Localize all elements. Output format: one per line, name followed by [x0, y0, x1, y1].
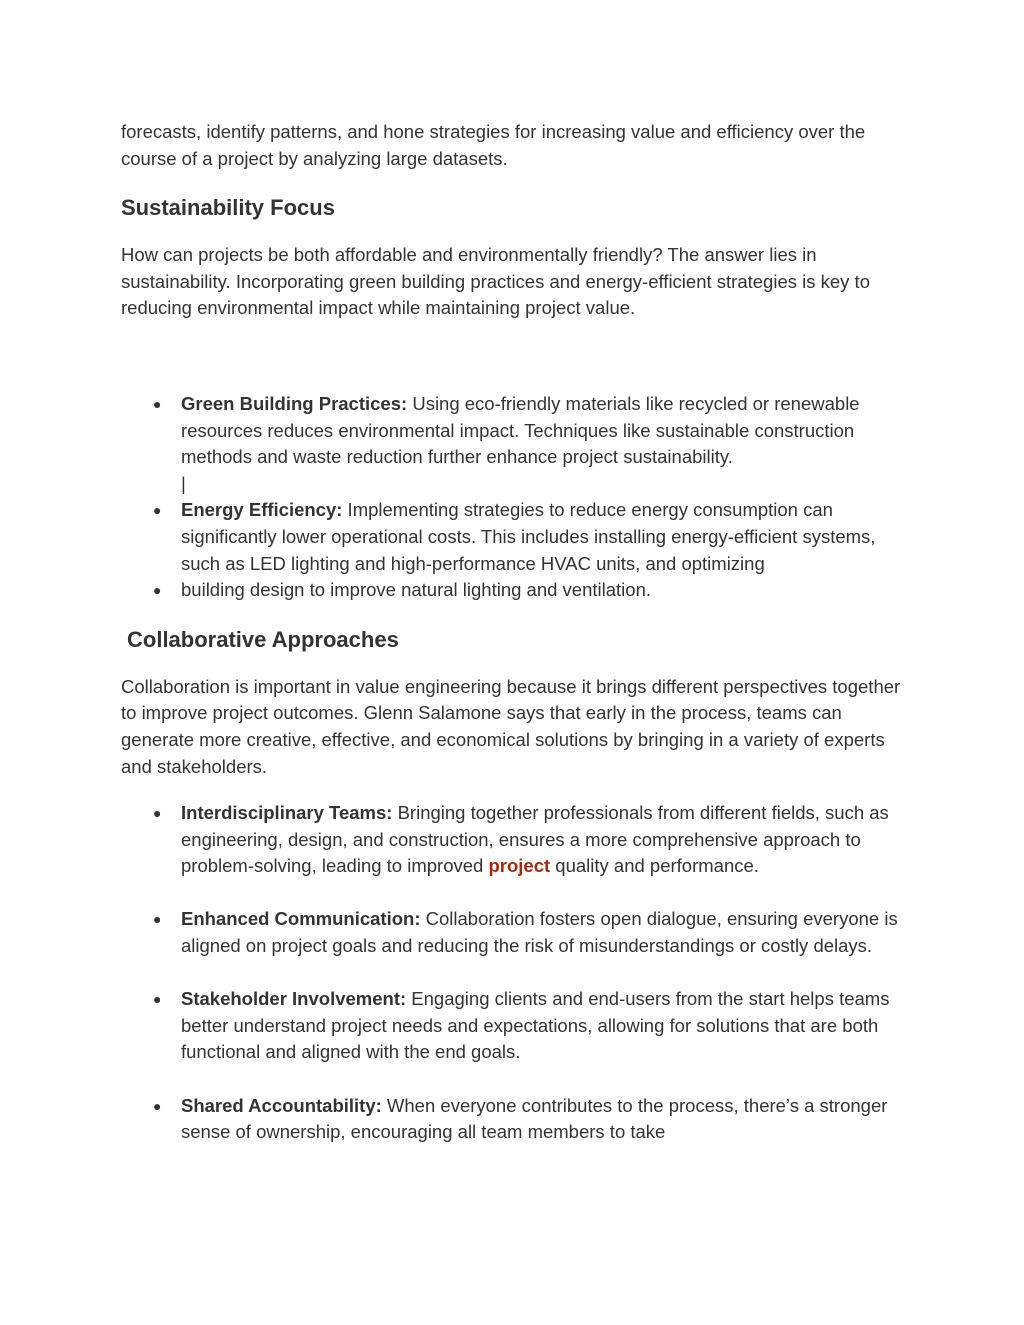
bullet-text: Implementing strategies to reduce energy consumption can significantly lower operational costs. This includes installing energy-efficient systems, such as LED lighting and high-performance HVAC units, and optimizing — [181, 499, 876, 574]
stray-mark: | — [181, 472, 186, 494]
project-link[interactable]: project — [488, 855, 551, 877]
section-heading-collaborative: Collaborative Approaches — [127, 626, 399, 652]
list-item — [121, 1093, 911, 1146]
bullet-icon: ● — [153, 1097, 162, 1114]
bullet-icon: ● — [153, 395, 162, 412]
list-item — [121, 577, 911, 604]
collaborative-paragraph: Collaboration is important in value engineering because it brings different perspectives together to improve project outcomes. Glenn Salamone says that early in the process, teams can generate more creative, effective, and economical solutions by bringing in a variety of experts and stakeholders. — [121, 675, 901, 777]
bullet-text: quality and performance. — [550, 855, 759, 877]
list-item — [121, 800, 911, 880]
bullet-icon: ● — [153, 805, 162, 822]
bullet-text: Bringing together professionals from different fields, such as engineering, design, and construction, ensures a more comprehensive approach to problem-solving, leading to improved — [181, 802, 889, 877]
bullet-icon: ● — [153, 582, 162, 599]
document-page — [121, 119, 911, 1146]
bullet-text: Collaboration fosters open dialogue, ensuring everyone is aligned on project goals and reducing the risk of misunderstandings or costly delays. — [181, 908, 898, 957]
bullet-text: Engaging clients and end-users from the start helps teams better understand project needs and expectations, allowing for solutions that are both functional and aligned with the end goals. — [181, 988, 890, 1063]
list-item — [121, 986, 911, 1066]
list-item — [121, 906, 911, 959]
sustainability-list — [121, 391, 911, 604]
sustainability-paragraph: How can projects be both affordable and environmentally friendly? The answer lies in sustainability. Incorporating green building practices and energy-efficient strategies is key to reducing environmental impact while maintaining project value. — [121, 244, 870, 319]
bullet-icon: ● — [153, 911, 162, 928]
bullet-term: Enhanced Communication: — [181, 908, 421, 930]
intro-paragraph: forecasts, identify patterns, and hone strategies for increasing value and efficiency over the course of a project by analyzing large datasets. — [121, 121, 866, 169]
list-item — [121, 497, 911, 577]
bullet-icon: ● — [153, 991, 162, 1008]
bullet-term: Shared Accountability: — [181, 1094, 382, 1116]
section-heading-sustainability: Sustainability Focus — [121, 195, 335, 221]
bullet-term: Stakeholder Involvement: — [181, 988, 407, 1010]
bullet-text: When everyone contributes to the process, there’s a stronger sense of ownership, encouraging all team members to take — [181, 1094, 888, 1143]
bullet-term: Interdisciplinary Teams: — [181, 802, 393, 824]
bullet-term: Green Building Practices: — [181, 392, 408, 414]
collaborative-list — [121, 800, 911, 1146]
bullet-text: building design to improve natural lighting and ventilation. — [181, 579, 651, 601]
bullet-text: Using eco-friendly materials like recycled or renewable resources reduces environmental impact. Techniques like sustainable construction methods and waste reduction further enhance project sustainability. — [181, 392, 860, 468]
list-item — [121, 391, 911, 497]
bullet-term: Energy Efficiency: — [181, 499, 343, 521]
bullet-icon: ● — [153, 502, 162, 519]
